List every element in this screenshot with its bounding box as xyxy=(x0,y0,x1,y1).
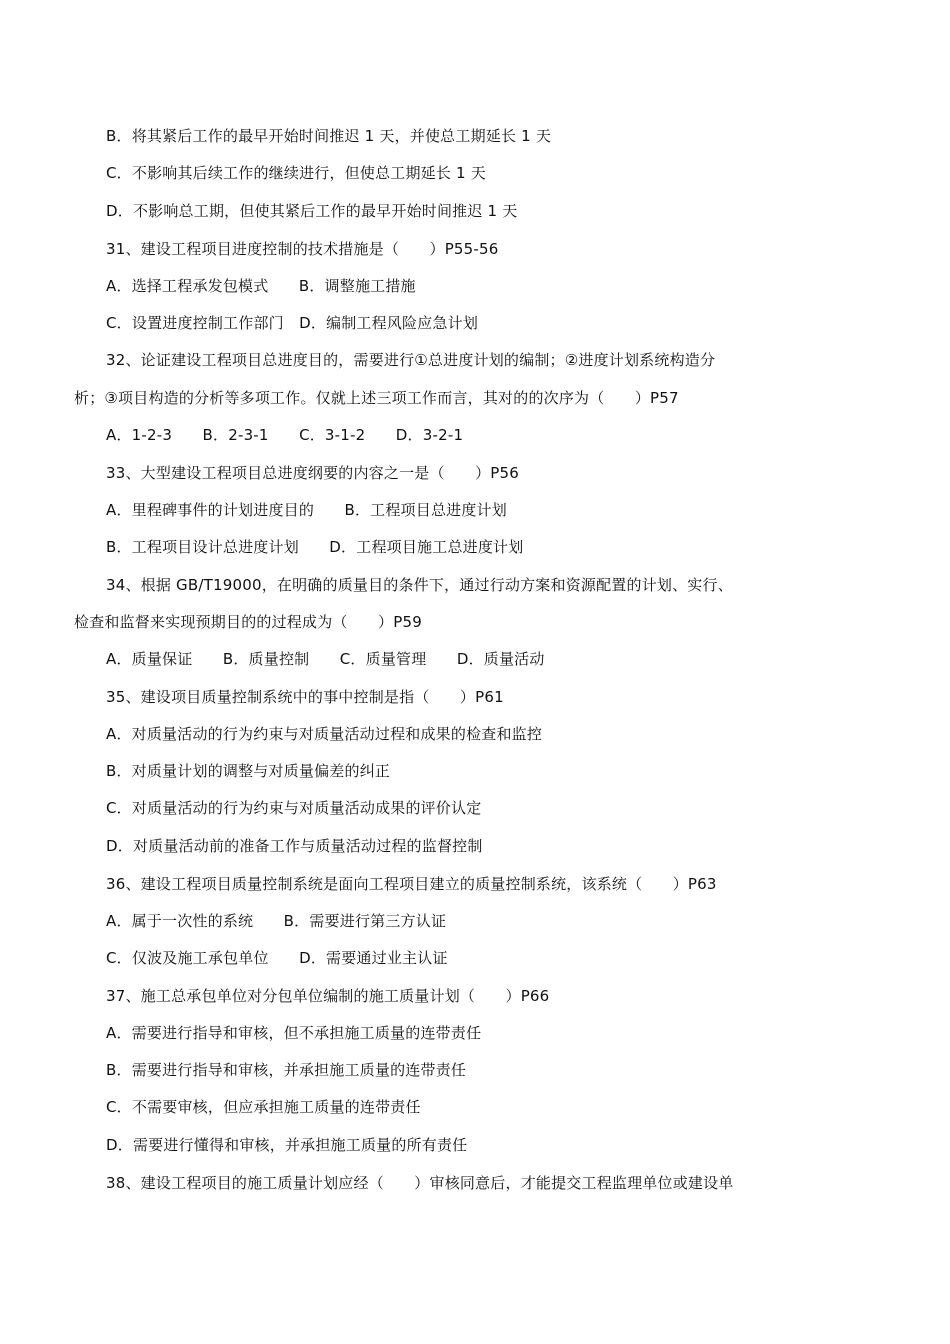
option-d-q35: D．对质量活动前的准备工作与质量活动过程的监督控制 xyxy=(106,837,483,855)
options-ab-q33: A．里程碑事件的计划进度目的 B．工程项目总进度计划 xyxy=(106,501,507,519)
option-c-q30: C．不影响其后续工作的继续进行，但使总工期延长 1 天 xyxy=(106,164,486,182)
option-a-q35: A．对质量活动的行为约束与对质量活动过程和成果的检查和监控 xyxy=(106,725,543,743)
option-b-q35: B．对质量计划的调整与对质量偏差的纠正 xyxy=(106,762,391,780)
question-34-line-1: 34、根据 GB/T19000，在明确的质量目的条件下，通过行动方案和资源配置的计划、实行、 xyxy=(106,576,733,594)
options-q34: A．质量保证 B．质量控制 C．质量管理 D．质量活动 xyxy=(106,650,545,668)
options-q32: A．1-2-3 B．2-3-1 C．3-1-2 D．3-2-1 xyxy=(106,426,464,444)
option-d-q30: D．不影响总工期，但使其紧后工作的最早开始时间推迟 1 天 xyxy=(106,202,518,220)
options-cd-q31: C．设置进度控制工作部门 D．编制工程风险应急计划 xyxy=(106,314,479,332)
options-cd-q33: B．工程项目设计总进度计划 D．工程项目施工总进度计划 xyxy=(106,538,524,556)
question-34-line-2: 检查和监督来实现预期目的的过程成为（ ）P59 xyxy=(74,613,422,631)
question-31: 31、建设工程项目进度控制的技术措施是（ ）P55-56 xyxy=(106,240,499,258)
options-cd-q36: C．仅波及施工承包单位 D．需要通过业主认证 xyxy=(106,949,448,967)
options-ab-q31: A．选择工程承发包模式 B．调整施工措施 xyxy=(106,277,416,295)
option-c-q37: C．不需要审核，但应承担施工质量的连带责任 xyxy=(106,1098,421,1116)
option-b-q30: B．将其紧后工作的最早开始时间推迟 1 天，并使总工期延长 1 天 xyxy=(106,127,552,145)
question-36: 36、建设工程项目质量控制系统是面向工程项目建立的质量控制系统，该系统（ ）P63 xyxy=(106,875,717,893)
question-37: 37、施工总承包单位对分包单位编制的施工质量计划（ ）P66 xyxy=(106,987,550,1005)
question-33: 33、大型建设工程项目总进度纲要的内容之一是（ ）P56 xyxy=(106,464,520,482)
question-32-line-1: 32、论证建设工程项目总进度目的，需要进行①总进度计划的编制；②进度计划系统构造分 xyxy=(106,351,716,369)
option-b-q37: B．需要进行指导和审核，并承担施工质量的连带责任 xyxy=(106,1061,467,1079)
question-32-line-2: 析；③项目构造的分析等多项工作。仅就上述三项工作而言，其对的的次序为（ ）P57 xyxy=(74,389,679,407)
option-a-q37: A．需要进行指导和审核，但不承担施工质量的连带责任 xyxy=(106,1024,482,1042)
option-c-q35: C．对质量活动的行为约束与对质量活动成果的评价认定 xyxy=(106,799,482,817)
question-35: 35、建设项目质量控制系统中的事中控制是指（ ）P61 xyxy=(106,688,504,706)
question-38: 38、建设工程项目的施工质量计划应经（ ）审核同意后，才能提交工程监理单位或建设单 xyxy=(106,1174,734,1192)
option-d-q37: D．需要进行懂得和审核，并承担施工质量的所有责任 xyxy=(106,1136,468,1154)
options-ab-q36: A．属于一次性的系统 B．需要进行第三方认证 xyxy=(106,912,447,930)
